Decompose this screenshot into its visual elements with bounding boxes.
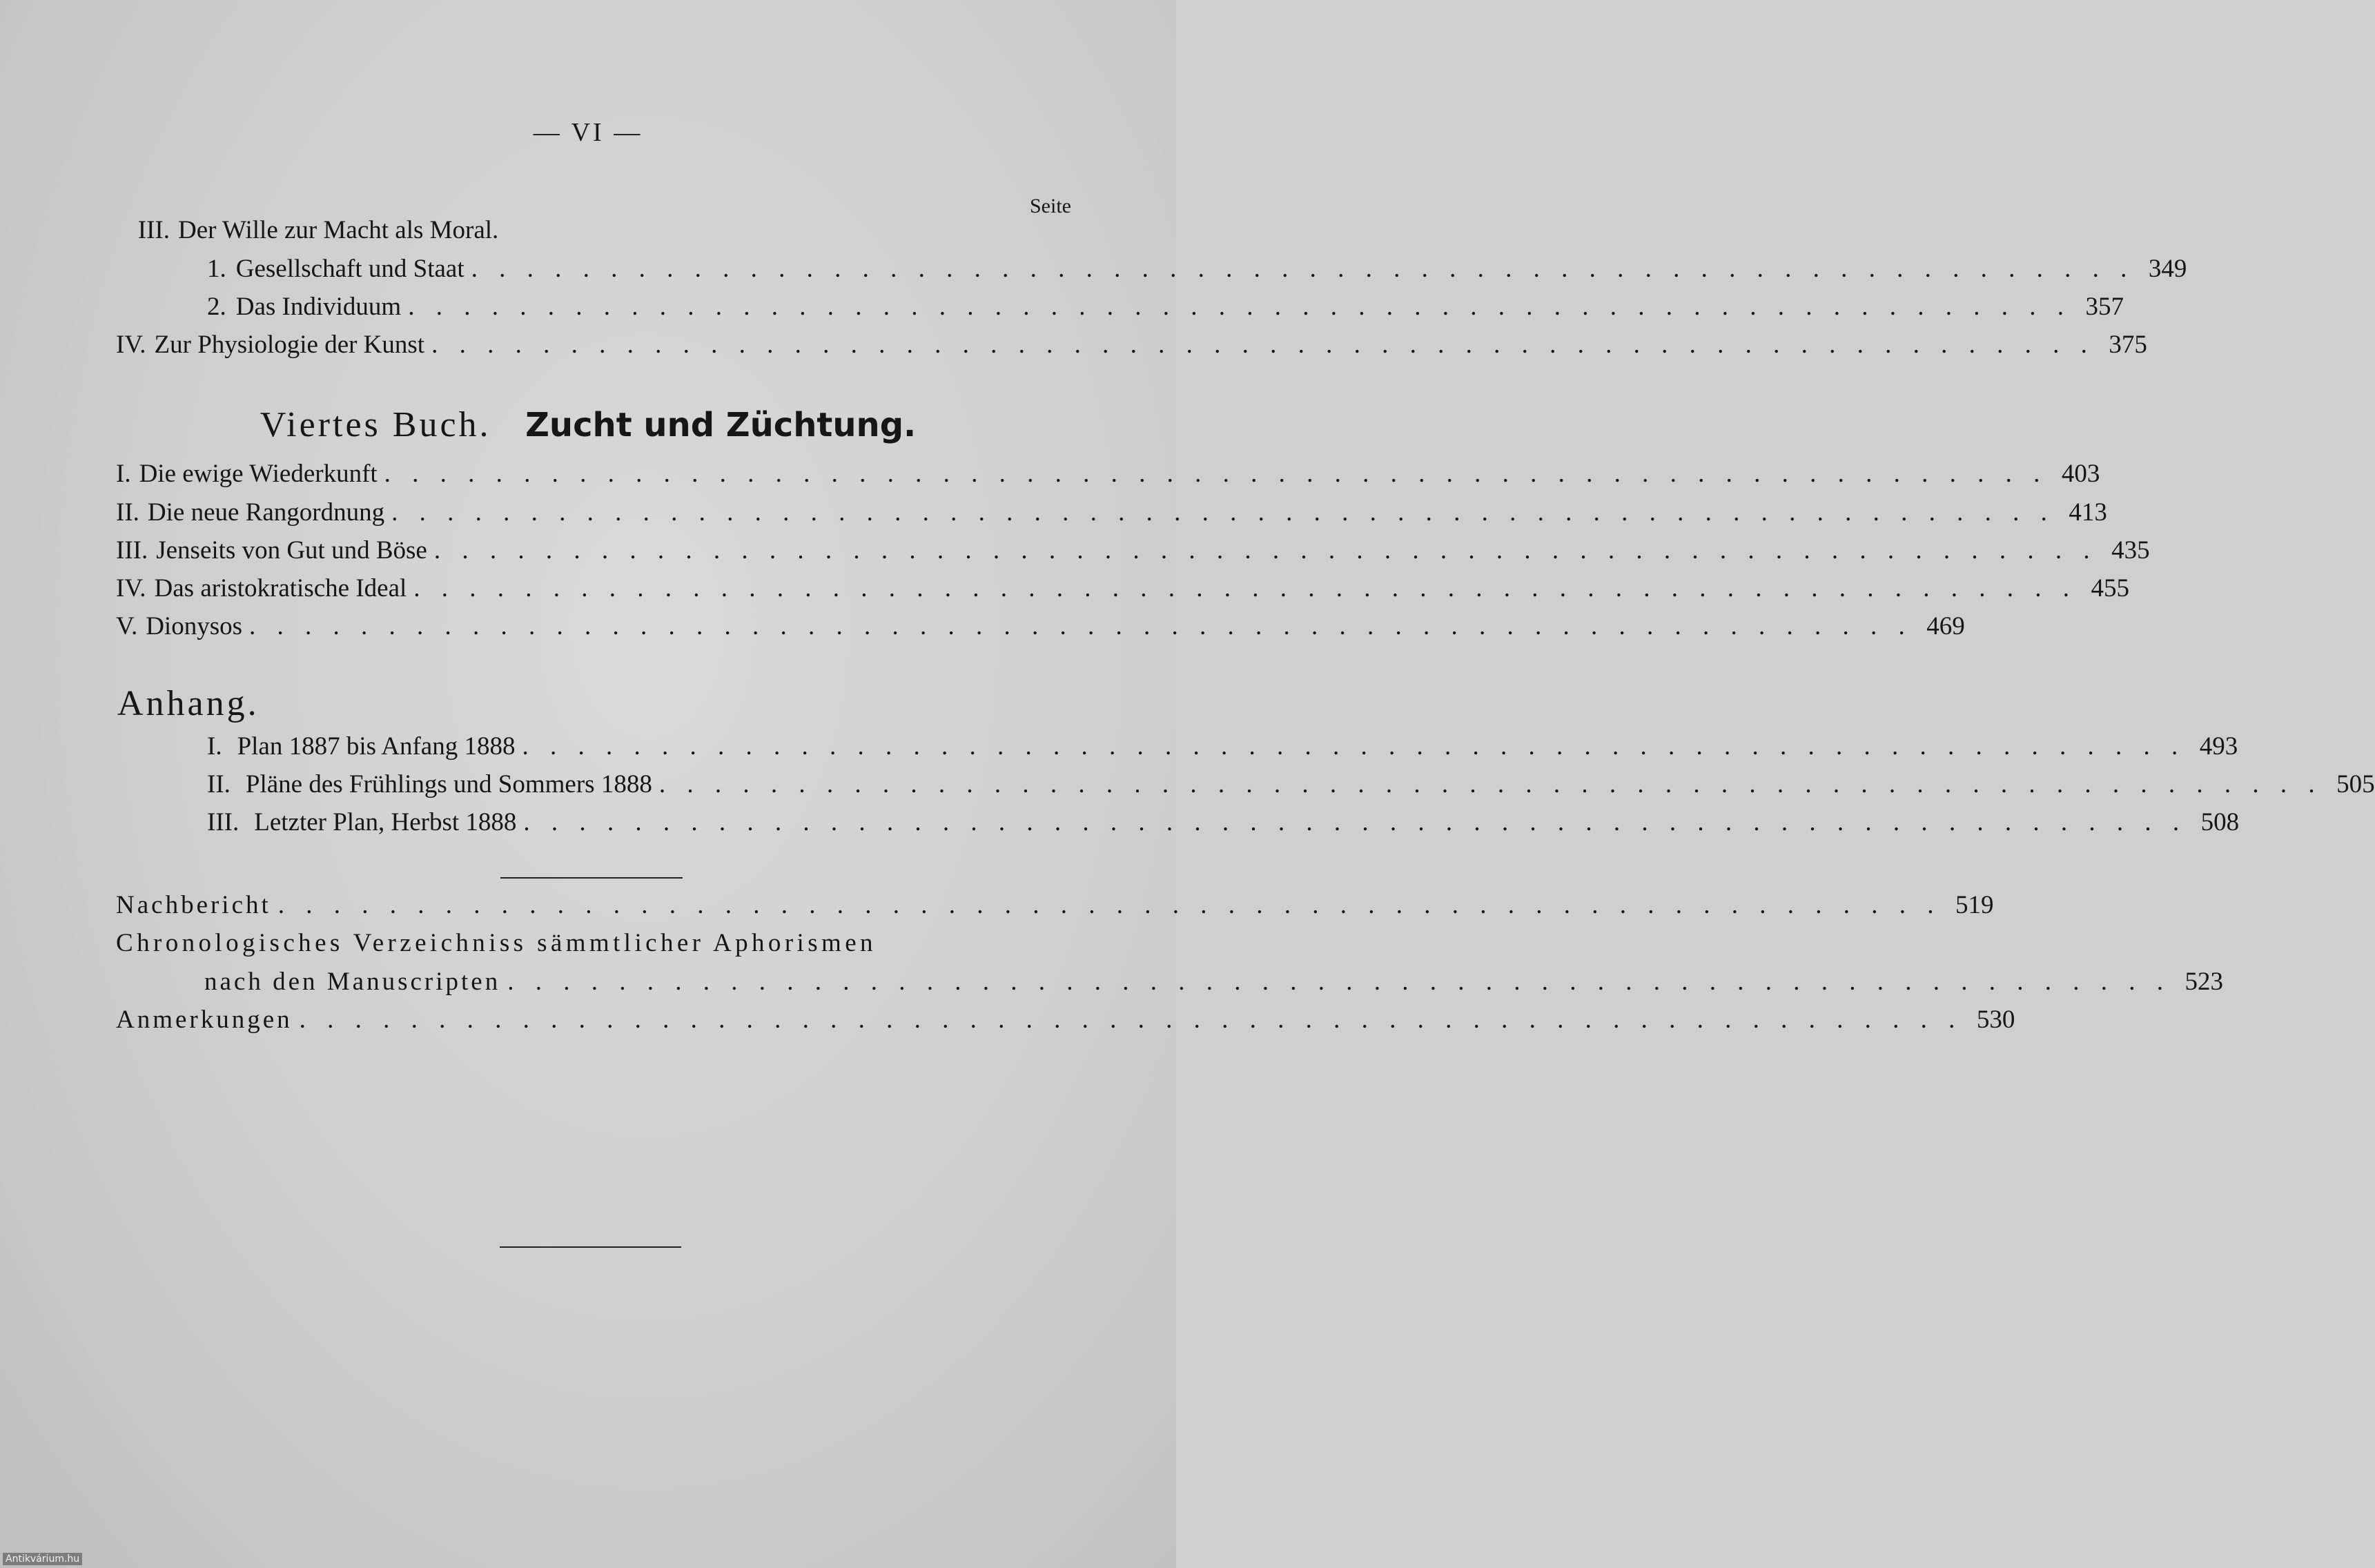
toc-entry-number: IV.	[116, 331, 146, 359]
toc-entry-number: 2.	[207, 293, 226, 321]
toc-entry[interactable]	[207, 292, 2124, 326]
dot-leader: . . . . . . . . . . . . . . . . . . . . . . . . . . . . . . . . . . . . . . . . . . . . . . . . . . . . . . . . . . . .	[277, 891, 1942, 919]
toc-entry-page: 493	[2199, 732, 2238, 761]
toc-heading-iii	[116, 215, 1071, 250]
toc-entry-title: Jenseits von Gut und Böse	[156, 536, 427, 565]
watermark: Antikvárium.hu	[3, 1553, 82, 1565]
toc-entry-page: 455	[2091, 574, 2130, 602]
dot-leader: . . . . . . . . . . . . . . . . . . . . . . . . . . . . . . . . . . . . . . . . . . . . . . . . . . . . . . . . . . . .	[408, 293, 2071, 321]
book-title	[0, 404, 1176, 445]
toc-entry[interactable]	[207, 770, 2375, 804]
toc-entry-page: 508	[2200, 808, 2240, 836]
toc-entry-title: Plan 1887 bis Anfang 1888	[237, 732, 516, 761]
toc-entry-number: I.	[207, 732, 222, 761]
toc-entry-page: 505	[2336, 770, 2375, 798]
toc-entry-page: 435	[2111, 536, 2150, 565]
toc-entry-multiline-line1	[116, 928, 1071, 963]
toc-entry[interactable]	[116, 611, 1965, 646]
page-column-label: Seite	[1030, 195, 1071, 217]
toc-entry-title: Zur Physiologie der Kunst	[154, 331, 425, 359]
end-divider	[500, 1246, 681, 1248]
toc-entry-title: Chronologisches Verzeichniss sämmtlicher Aphorismen	[116, 929, 877, 957]
toc-entry-number: II.	[116, 498, 139, 527]
book-title-part1: Viertes Buch.	[260, 405, 491, 444]
toc-entry-title: Die ewige Wiederkunft	[139, 460, 378, 488]
toc-entry[interactable]	[207, 807, 2240, 842]
toc-entry-title: Anmerkungen	[116, 1006, 293, 1034]
toc-entry-title: Letzter Plan, Herbst 1888	[254, 808, 517, 836]
dot-leader: . . . . . . . . . . . . . . . . . . . . . . . . . . . . . . . . . . . . . . . . . . . . . . . . . . . . . . . . . . . .	[299, 1006, 1963, 1034]
toc-entry-title: Nachbericht	[116, 891, 271, 919]
toc-entry-page: 519	[1955, 891, 1994, 919]
toc-entry-number: III.	[116, 536, 148, 565]
toc-entry-number: V.	[116, 612, 138, 640]
toc-entry-title: Dionysos	[146, 612, 243, 640]
appendix-title: Anhang.	[117, 684, 260, 723]
book-title-part2: Zucht und Züchtung.	[525, 406, 917, 444]
dot-leader: . . . . . . . . . . . . . . . . . . . . . . . . . . . . . . . . . . . . . . . . . . . . . . . . . . . . . . . . . . . .	[471, 255, 2135, 283]
dot-leader: . . . . . . . . . . . . . . . . . . . . . . . . . . . . . . . . . . . . . . . . . . . . . . . . . . . . . . . . . . . .	[413, 574, 2078, 602]
toc-entry-page: 413	[2069, 498, 2107, 527]
dot-leader: . . . . . . . . . . . . . . . . . . . . . . . . . . . . . . . . . . . . . . . . . . . . . . . . . . . . . . . . . . . .	[391, 498, 2055, 527]
toc-entry[interactable]	[204, 967, 2223, 1001]
toc-entry-title: nach den Manuscripten	[204, 968, 501, 996]
toc-entry-page: 469	[1926, 612, 1965, 640]
toc-entry-title: Das Individuum	[235, 293, 402, 321]
toc-entry-number: IV.	[116, 574, 146, 602]
toc-entry-page: 530	[1976, 1006, 2015, 1034]
dot-leader: . . . . . . . . . . . . . . . . . . . . . . . . . . . . . . . . . . . . . . . . . . . . . . . . . . . . . . . . . . . .	[384, 460, 2048, 488]
toc-entry-number: 1.	[207, 255, 226, 283]
toc-heading-title: Der Wille zur Macht als Moral.	[178, 216, 499, 244]
toc-entry-title: Das aristokratische Ideal	[154, 574, 407, 602]
toc-heading-number: III.	[137, 216, 170, 244]
dot-leader: . . . . . . . . . . . . . . . . . . . . . . . . . . . . . . . . . . . . . . . . . . . . . . . . . . . . . . . . . . . .	[431, 331, 2095, 359]
toc-entry[interactable]	[207, 732, 2238, 766]
dot-leader: . . . . . . . . . . . . . . . . . . . . . . . . . . . . . . . . . . . . . . . . . . . . . . . . . . . . . . . . . . . .	[522, 732, 2186, 761]
toc-entry-title: Die neue Rangordnung	[147, 498, 385, 527]
toc-entry-page: 349	[2148, 255, 2187, 283]
toc-entry-page: 403	[2061, 460, 2100, 488]
section-divider	[500, 877, 683, 879]
toc-entry-title: Gesellschaft und Staat	[235, 255, 465, 283]
toc-entry-page: 523	[2185, 968, 2223, 996]
dot-leader: . . . . . . . . . . . . . . . . . . . . . . . . . . . . . . . . . . . . . . . . . . . . . . . . . . . . . . . . . . . .	[523, 808, 2187, 836]
toc-entry[interactable]	[116, 1005, 2015, 1039]
toc-entry[interactable]	[116, 890, 1994, 925]
toc-entry-number: III.	[207, 808, 240, 836]
dot-leader: . . . . . . . . . . . . . . . . . . . . . . . . . . . . . . . . . . . . . . . . . . . . . . . . . . . . . . . . . . . .	[433, 536, 2098, 565]
toc-entry[interactable]	[116, 536, 2150, 570]
dot-leader: . . . . . . . . . . . . . . . . . . . . . . . . . . . . . . . . . . . . . . . . . . . . . . . . . . . . . . . . . . . .	[507, 968, 2171, 996]
toc-entry[interactable]	[116, 498, 2107, 532]
toc-entry[interactable]	[116, 574, 2130, 608]
dot-leader: . . . . . . . . . . . . . . . . . . . . . . . . . . . . . . . . . . . . . . . . . . . . . . . . . . . . . . . . . . . .	[658, 770, 2323, 798]
toc-entry-title: Pläne des Frühlings und Sommers 1888	[245, 770, 652, 798]
page-header: — VI —	[533, 118, 643, 147]
toc-entry-page: 357	[2085, 293, 2124, 321]
toc-entry-number: II.	[207, 770, 231, 798]
dot-leader: . . . . . . . . . . . . . . . . . . . . . . . . . . . . . . . . . . . . . . . . . . . . . . . . . . . . . . . . . . . .	[249, 612, 1913, 640]
toc-entry-page: 375	[2109, 331, 2147, 359]
toc-entry-number: I.	[116, 460, 131, 488]
toc-entry[interactable]	[207, 254, 2187, 288]
toc-entry[interactable]	[116, 330, 2147, 364]
toc-entry[interactable]	[116, 459, 2100, 493]
